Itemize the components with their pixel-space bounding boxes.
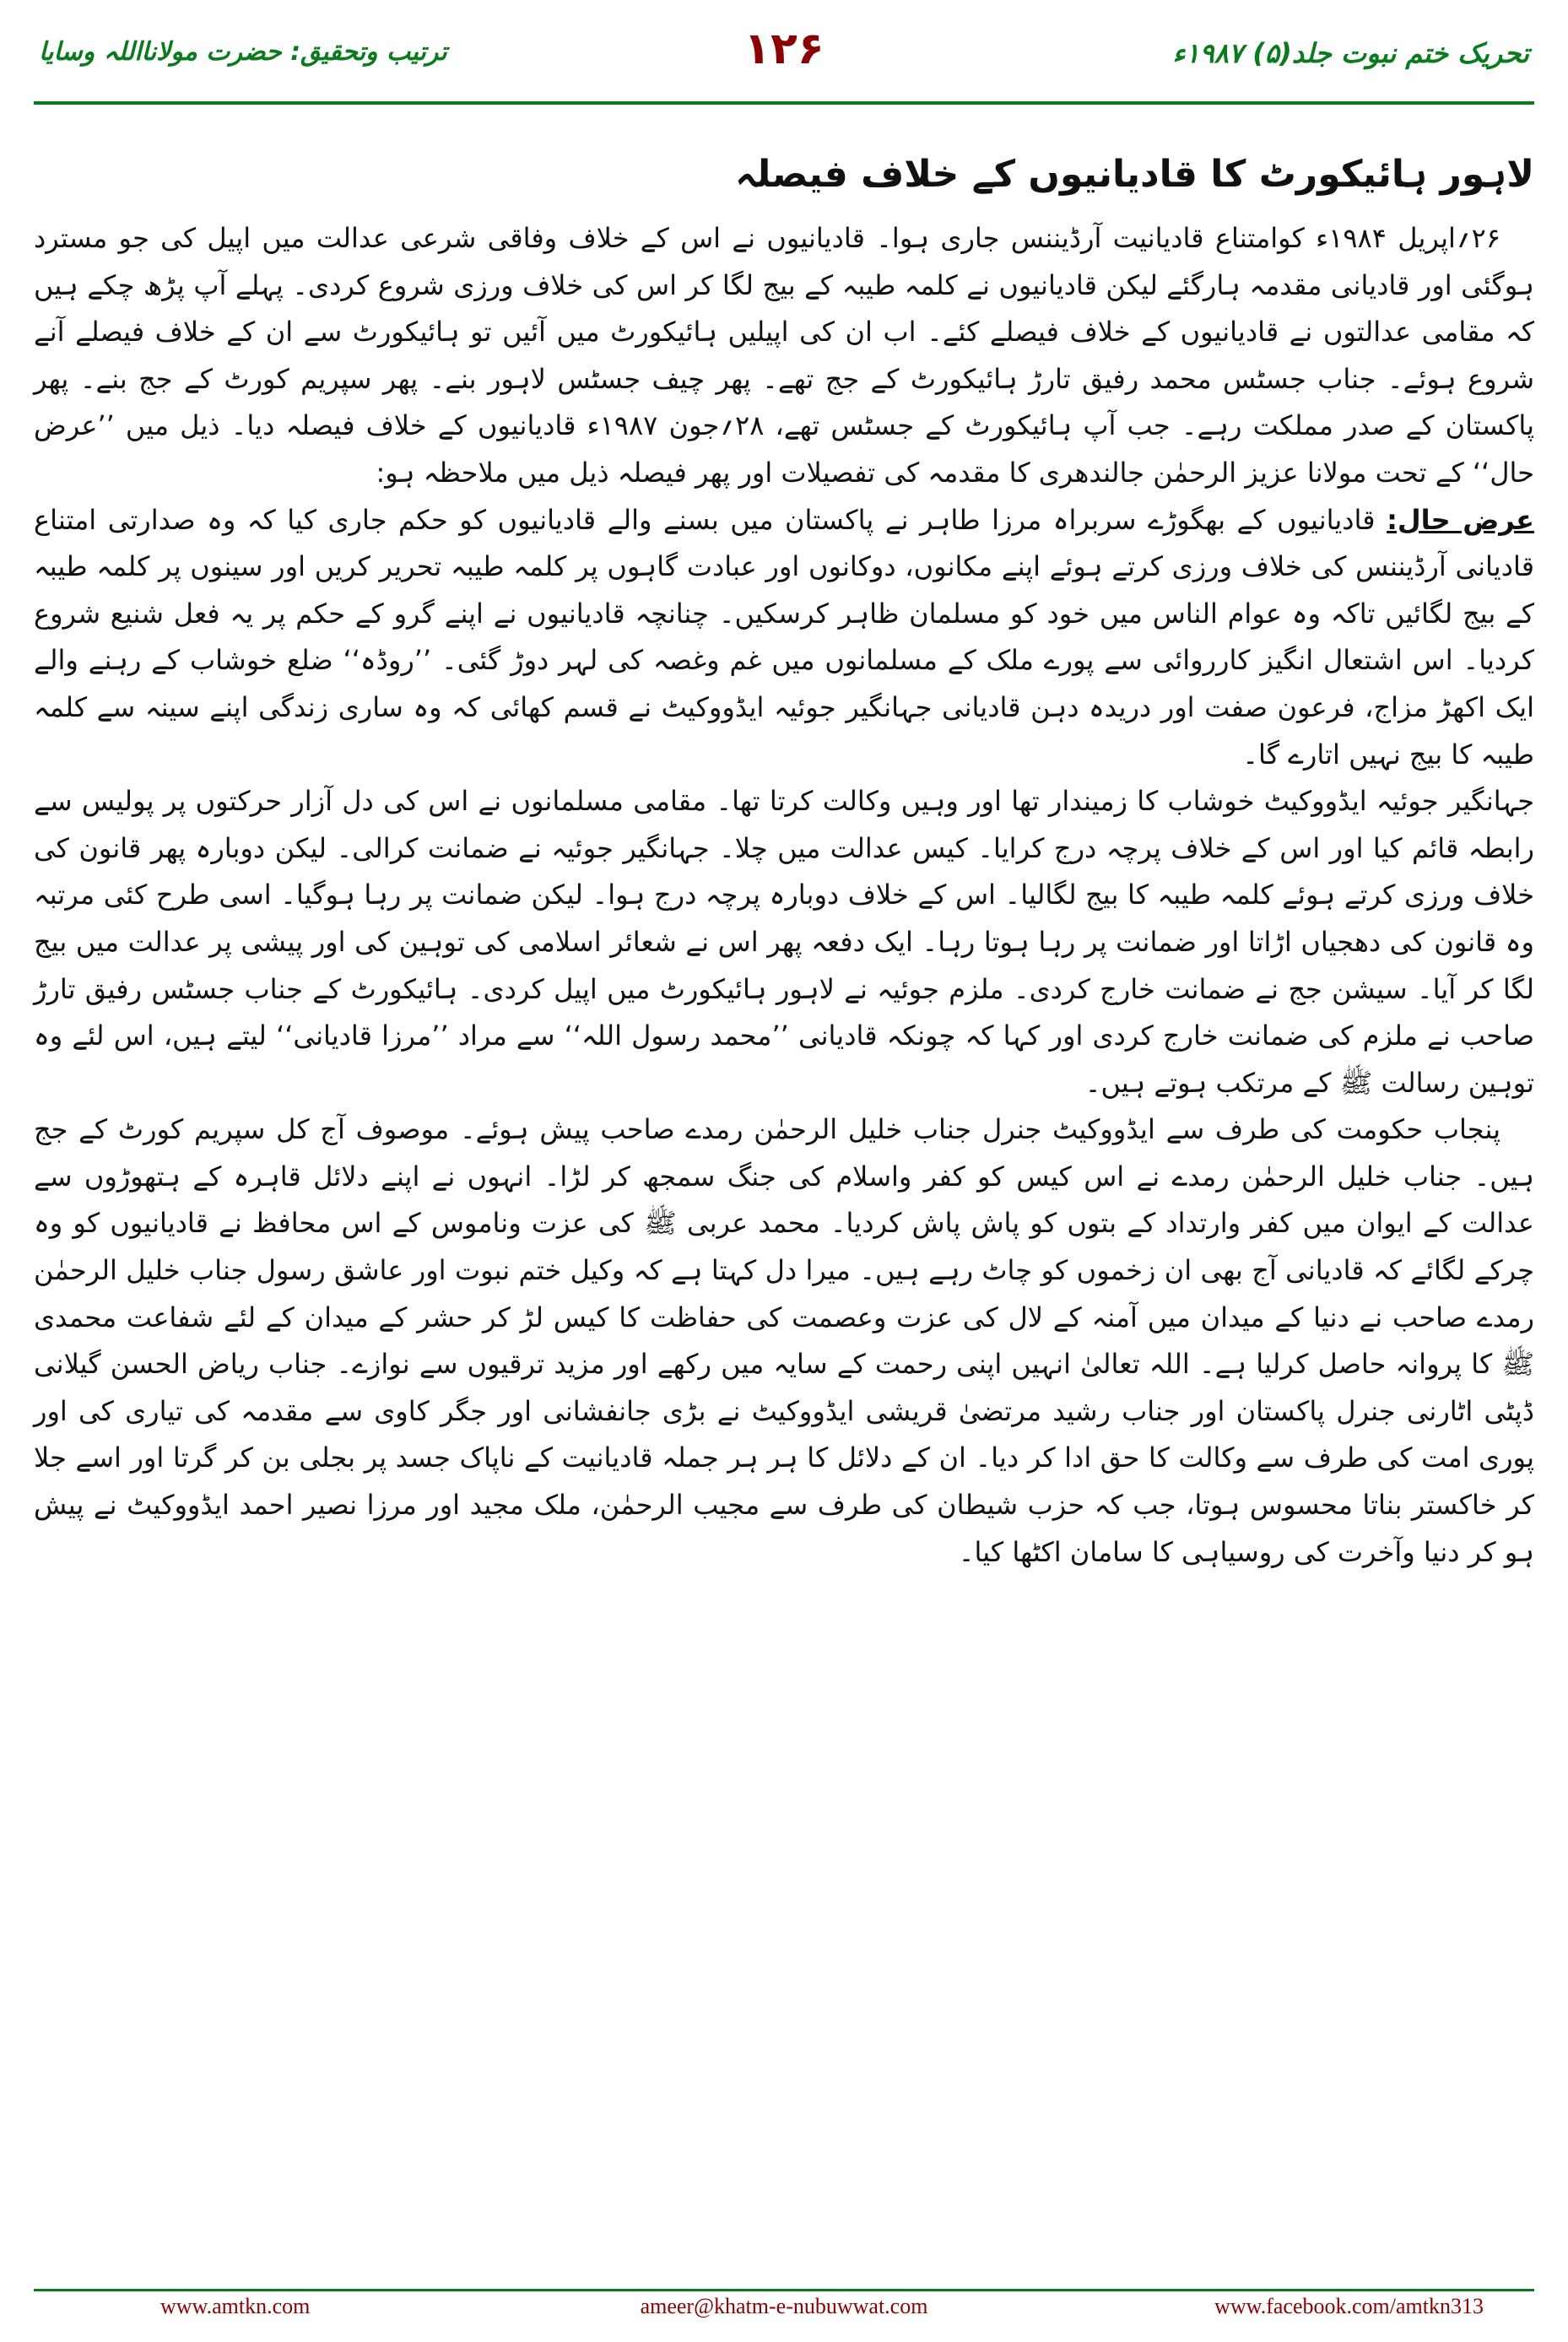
article-title: لاہور ہائیکورٹ کا قادیانیوں کے خلاف فیصلہ: [734, 153, 1534, 196]
arz-hal-heading: عرض حال:: [1387, 503, 1535, 536]
page-number: ۱۲۶: [743, 24, 825, 74]
compiler-credit: ترتیب وتحقیق: حضرت مولانااللہ وسایا: [39, 37, 447, 67]
page-header: [34, 17, 1534, 101]
arz-hal-text: قادیانیوں کے بھگوڑے سربراہ مرزا طاہر نے پاکستان میں بسنے والے قادیانیوں کو حکم جاری کیا کہ وہ صدارتی امتناع قادیانی آرڈیننس کی خلاف ورزی کرتے ہوئے اپنے مکانوں، دوکانوں اور عبادت گاہوں پر کلمہ طیبہ تحریر کریں اور سینوں پر کلمہ طیبہ کے بیج لگائیں تاکہ وہ عوام الناس میں خود کو مسلمان ظاہر کرسکیں۔ چنانچہ قادیانیوں نے اپنے گرو کے حکم پر یہ فعل شنیع شروع کردیا۔ اس اشتعال انگیز کارروائی سے پورے ملک کے مسلمانوں میں غم وغصہ کی لہر دوڑ گئی۔ ’’روڈہ‘‘ ضلع خوشاب کے رہنے والے ایک اکھڑ مزاج، فرعون صفت اور دریدہ دہن قادیانی جہانگیر جوئیہ ایڈووکیٹ نے قسم کھائی کہ وہ ساری زندگی اپنے سینہ سے کلمہ طیبہ کا بیج نہیں اتارے گا۔: [34, 503, 1534, 771]
header-divider: [34, 101, 1534, 105]
arz-hal-paragraph: [34, 497, 1534, 779]
series-title: تحریک ختم نبوت جلد(۵) ۱۹۸۷ء: [1172, 37, 1529, 69]
page-footer: [34, 2294, 1534, 2328]
website-link[interactable]: www.amtkn.com: [160, 2294, 311, 2318]
intro-paragraph: ۲۶؍اپریل ۱۹۸۴ء کوامتناع قادیانیت آرڈیننس جاری ہوا۔ قادیانیوں نے اس کے خلاف وفاقی شرعی عدالت میں اپیل کی جو مسترد ہوگئی اور قادیانی مقدمہ ہارگئے لیکن قادیانیوں نے کلمہ طیبہ کے بیج لگا کر اس کی خلاف ورزی شروع کردی۔ پہلے آپ پڑھ چکے ہیں کہ مقامی عدالتوں نے قادیانیوں کے خلاف فیصلے کئے۔ اب ان کی اپیلیں ہائیکورٹ میں آئیں تو ہائیکورٹ سے ان کے خلاف فیصلے آنے شروع ہوئے۔ جناب جسٹس محمد رفیق تارڑ ہائیکورٹ کے جج تھے۔ پھر چیف جسٹس لاہور بنے۔ پھر سپریم کورٹ کے جج بنے۔ پھر پاکستان کے صدر مملکت رہے۔ جب آپ ہائیکورٹ کے جسٹس تھے، ۲۸؍جون ۱۹۸۷ء قادیانیوں کے خلاف فیصلہ دیا۔ ذیل میں ’’عرض حال‘‘ کے تحت مولانا عزیز الرحمٰن جالندھری کا مقدمہ کی تفصیلات اور پھر فیصلہ ذیل میں ملاحظہ ہو:: [34, 222, 1535, 489]
footer-divider: [34, 2289, 1534, 2291]
email-link[interactable]: ameer@khatm-e-nubuwwat.com: [640, 2294, 928, 2318]
facebook-link[interactable]: www.facebook.com/amtkn313: [1214, 2294, 1484, 2318]
body-paragraph: پنجاب حکومت کی طرف سے ایڈووکیٹ جنرل جناب خلیل الرحمٰن رمدے صاحب پیش ہوئے۔ موصوف آج کل سپریم کورٹ کے جج ہیں۔ جناب خلیل الرحمٰن رمدے نے اس کیس کو کفر واسلام کی جنگ سمجھ کر لڑا۔ انہوں نے اپنے دلائل قاہرہ کے ہتھوڑوں سے عدالت کے ایوان میں کفر وارتداد کے بتوں کو پاش پاش کردیا۔ محمد عربی ﷺ کی عزت وناموس کے اس محافظ نے قادیانیوں کو وہ چرکے لگائے کہ قادیانی آج بھی ان زخموں کو چاٹ رہے ہیں۔ میرا دل کہتا ہے کہ وکیل ختم نبوت اور عاشق رسول جناب خلیل الرحمٰن رمدے صاحب نے دنیا کے میدان میں آمنہ کے لال کی عزت وعصمت کی حفاظت کا کیس لڑ کر حشر کے میدان کے لئے شفاعت محمدی ﷺ کا پروانہ حاصل کرلیا ہے۔ اللہ تعالیٰ انہیں اپنی رحمت کے سایہ میں رکھے اور مزید ترقیوں سے نوازے۔ جناب ریاض الحسن گیلانی ڈپٹی اٹارنی جنرل پاکستان اور جناب رشید مرتضیٰ قریشی ایڈووکیٹ نے بڑی جانفشانی اور جگر کاوی سے مقدمہ کی تیاری کی اور پوری امت کی طرف سے وکالت کا حق ادا کر دیا۔ ان کے دلائل کا ہر ہر جملہ قادیانیت کے ناپاک جسد پر بجلی بن کر گرتا اور اسے جلا کر خاکستر بناتا محسوس ہوتا، جب کہ حزب شیطان کی طرف سے مجیب الرحمٰن، ملک مجید اور مرزا نصیر احمد ایڈووکیٹ نے پیش ہو کر دنیا وآخرت کی روسیاہی کا سامان اکٹھا کیا۔: [34, 1113, 1535, 1568]
article-body: [34, 139, 1534, 1576]
body-paragraph: جہانگیر جوئیہ ایڈووکیٹ خوشاب کا زمیندار تھا اور وہیں وکالت کرتا تھا۔ مقامی مسلمانوں نے اس کی دل آزار حرکتوں پر پولیس سے رابطہ قائم کیا اور اس کے خلاف پرچہ درج کرایا۔ کیس عدالت میں چلا۔ جہانگیر جوئیہ نے ضمانت کرالی۔ لیکن دوبارہ پھر قانون کی خلاف ورزی کرتے ہوئے کلمہ طیبہ کا بیج لگالیا۔ اس کے خلاف دوبارہ پرچہ درج ہوا۔ لیکن ضمانت پر رہا ہوگیا۔ اسی طرح کئی مرتبہ وہ قانون کی دھجیاں اڑاتا اور ضمانت پر رہا ہوتا رہا۔ ایک دفعہ پھر اس نے شعائر اسلامی کی توہین کی اور پیشی پر عدالت میں بیج لگا کر آیا۔ سیشن جج نے ضمانت خارج کردی۔ ملزم جوئیہ نے لاہور ہائیکورٹ میں اپیل کردی۔ ہائیکورٹ کے جناب جسٹس رفیق تارڑ صاحب نے ملزم کی ضمانت خارج کردی اور کہا کہ چونکہ قادیانی ’’محمد رسول اللہ‘‘ سے مراد ’’مرزا قادیانی‘‘ لیتے ہیں، اس لئے وہ توہین رسالت ﷺ کے مرتکب ہوتے ہیں۔: [34, 785, 1535, 1099]
